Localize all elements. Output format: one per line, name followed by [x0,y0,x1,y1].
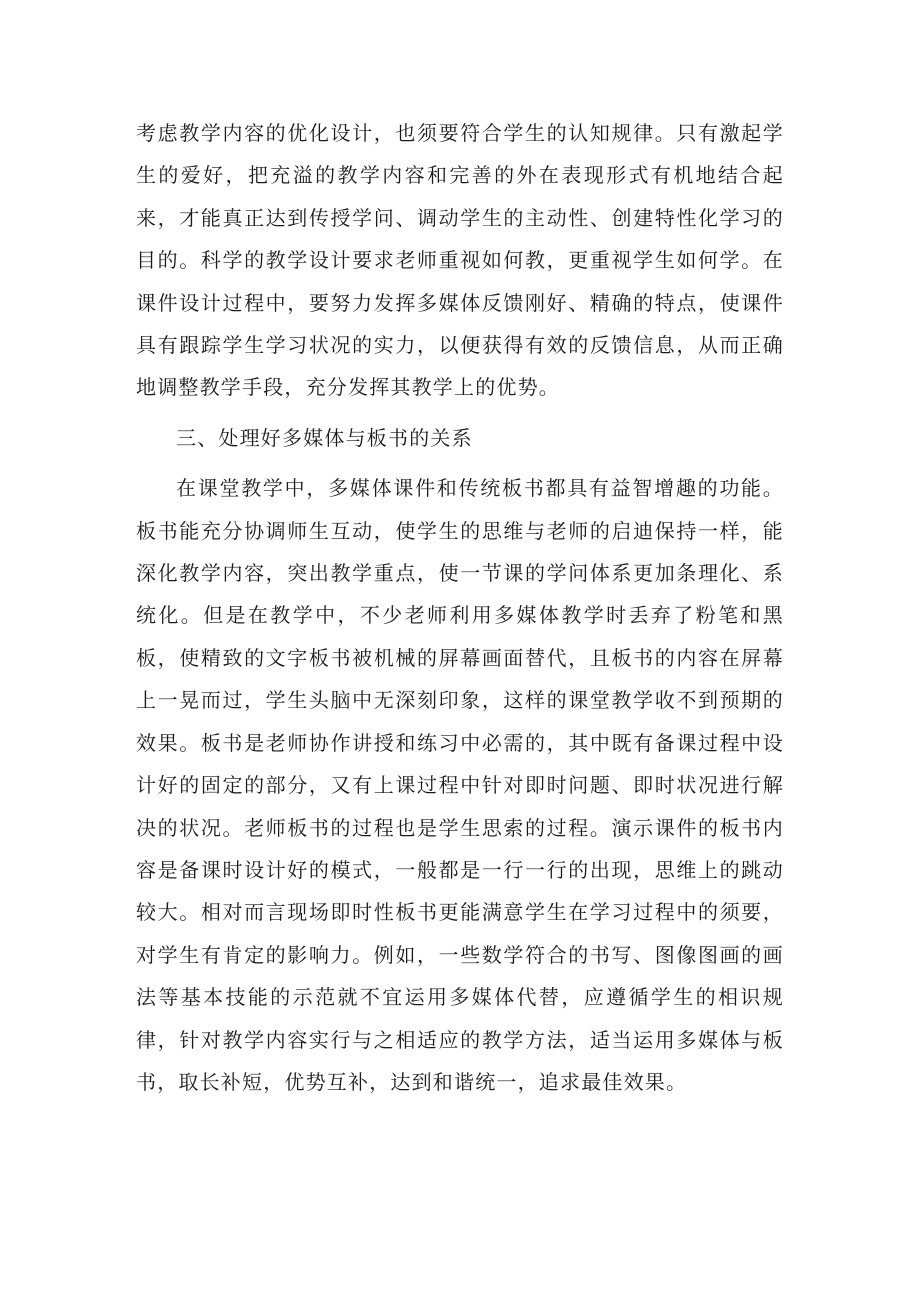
paragraph-2: 在课堂教学中，多媒体课件和传统板书都具有益智增趣的功能。板书能充分协调师生互动，使学生的思维与老师的启迪保持一样，能深化教学内容，突出教学重点，使一节课的学问体系更加条理化、系统化。但是在教学中，不少老师利用多媒体教学时丢弃了粉笔和黑板，使精致的文字板书被机械的屏幕画面替代，且板书的内容在屏幕上一晃而过，学生头脑中无深刻印象，这样的课堂教学收不到预期的效果。板书是老师协作讲授和练习中必需的，其中既有备课过程中设计好的固定的部分，又有上课过程中针对即时问题、即时状况进行解决的状况。老师板书的过程也是学生思索的过程。演示课件的板书内容是备课时设计好的模式，一般都是一行一行的出现，思维上的跳动较大。相对而言现场即时性板书更能满意学生在学习过程中的须要，对学生有肯定的影响力。例如，一些数学符合的书写、图像图画的画法等基本技能的示范就不宜运用多媒体代替，应遵循学生的相识规律，针对教学内容实行与之相适应的教学方法，适当运用多媒体与板书，取长补短，优势互补，达到和谐统一，追求最佳效果。 [136,476,784,1094]
document-body [136,112,784,1103]
paragraph-1: 考虑教学内容的优化设计，也须要符合学生的认知规律。只有激起学生的爱好，把充溢的教学内容和完善的外在表现形式有机地结合起来，才能真正达到传授学问、调动学生的主动性、创建特性化学习的目的。科学的教学设计要求老师重视如何教，更重视学生如何学。在课件设计过程中，要努力发挥多媒体反馈刚好、精确的特点，使课件具有跟踪学生学习状况的实力，以便获得有效的反馈信息，从而正确地调整教学手段，充分发挥其教学上的优势。 [136,121,784,400]
section-heading: 三、处理好多媒体与板书的关系 [176,425,473,450]
